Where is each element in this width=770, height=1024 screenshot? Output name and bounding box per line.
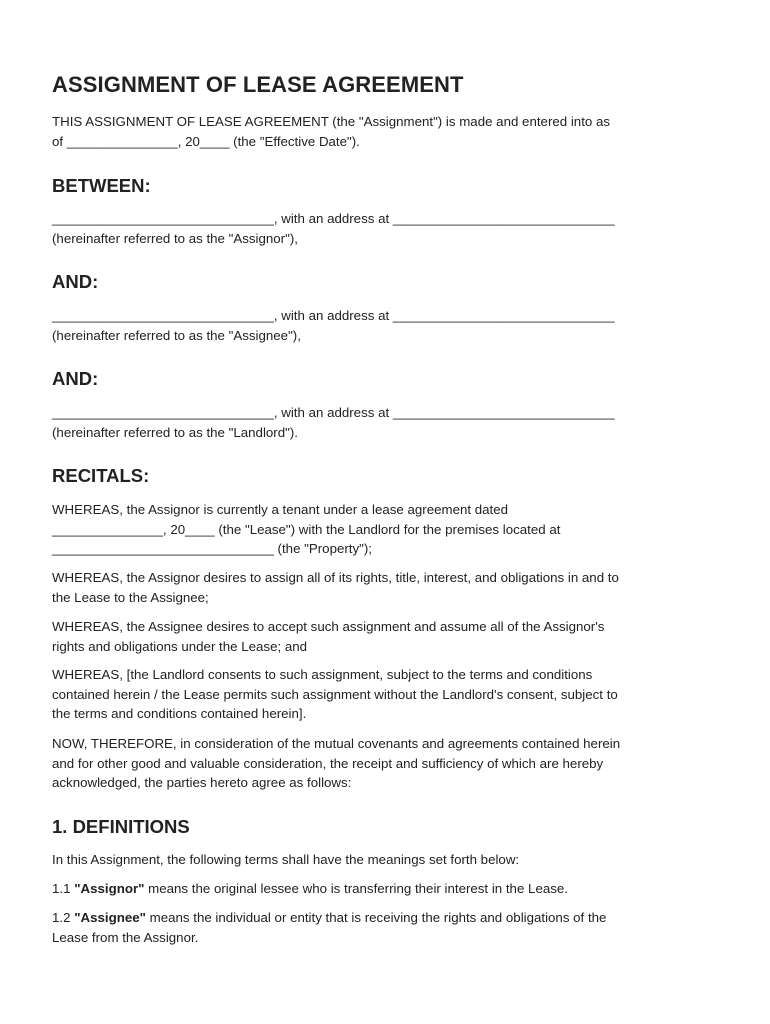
definitions-heading: 1. DEFINITIONS xyxy=(52,816,190,837)
recital-3-line-1: WHEREAS, the Assignee desires to accept such assignment and assume all of the Assignor's xyxy=(52,619,605,634)
intro-line-1: THIS ASSIGNMENT OF LEASE AGREEMENT (the "Assignment") is made and entered into as xyxy=(52,114,611,129)
definition-1-2-text-line-2: Lease from the Assignor. xyxy=(52,929,199,945)
definitions-intro-line: In this Assignment, the following terms shall have the meanings set forth below: xyxy=(52,852,520,867)
assignor-paragraph xyxy=(52,209,722,248)
recital-3-paragraph xyxy=(52,617,722,656)
recital-4-line-1: WHEREAS, [the Landlord consents to such assignment, subject to the terms and conditions xyxy=(52,667,593,682)
assignor-line-1: ______________________________, with an address at ______________________________ xyxy=(52,211,615,226)
definitions-intro xyxy=(52,850,722,870)
now-therefore-line-3: acknowledged, the parties hereto agree as follows: xyxy=(52,775,352,790)
landlord-line-1: ______________________________, with an address at ______________________________ xyxy=(52,405,615,420)
recital-4-line-2: contained herein / the Lease permits such assignment without the Landlord's consent, subject to xyxy=(52,686,618,702)
document-title: ASSIGNMENT OF LEASE AGREEMENT xyxy=(52,72,464,97)
recital-1-line-2: _______________, 20____ (the "Lease") with the Landlord for the premises located at xyxy=(52,521,561,537)
recital-4-paragraph xyxy=(52,665,722,724)
assignee-line-2: (hereinafter referred to as the "Assignee"), xyxy=(52,327,301,343)
recital-1-line-3: ______________________________ (the "Property"); xyxy=(52,541,372,556)
intro-line-2: of _______________, 20____ (the "Effective Date"). xyxy=(52,133,360,149)
definition-1-1-number: 1.1 xyxy=(52,881,71,896)
intro-paragraph xyxy=(52,112,722,151)
now-therefore-line-1: NOW, THEREFORE, in consideration of the mutual covenants and agreements contained herein xyxy=(52,736,621,751)
between-heading: BETWEEN: xyxy=(52,175,151,196)
definition-1-2 xyxy=(52,908,722,947)
definition-1-2-number: 1.2 xyxy=(52,910,71,925)
definition-1-2-term: "Assignee" xyxy=(74,910,146,925)
definition-1-1-text: means the original lessee who is transferring their interest in the Lease. xyxy=(148,881,568,896)
recital-2-paragraph xyxy=(52,568,722,607)
landlord-paragraph xyxy=(52,403,722,442)
assignee-paragraph xyxy=(52,306,722,345)
recitals-heading: RECITALS: xyxy=(52,465,150,486)
landlord-line-2: (hereinafter referred to as the "Landlord"). xyxy=(52,424,298,440)
recital-2-line-1: WHEREAS, the Assignor desires to assign all of its rights, title, interest, and obligations in and to xyxy=(52,570,619,585)
definition-1-1 xyxy=(52,879,722,899)
definition-1-2-text-line-1: means the individual or entity that is receiving the rights and obligations of the xyxy=(149,910,607,925)
recital-4-line-3: the terms and conditions contained herein]. xyxy=(52,706,307,721)
definition-1-2-line-1 xyxy=(52,908,722,928)
recital-2-line-2: the Lease to the Assignee; xyxy=(52,589,209,605)
recital-1-paragraph xyxy=(52,500,722,559)
recital-3-line-2: rights and obligations under the Lease; and xyxy=(52,638,308,654)
now-therefore-paragraph xyxy=(52,734,722,793)
recital-1-line-1: WHEREAS, the Assignor is currently a tenant under a lease agreement dated xyxy=(52,502,509,517)
assignor-line-2: (hereinafter referred to as the "Assignor"), xyxy=(52,230,298,246)
now-therefore-line-2: and for other good and valuable consideration, the receipt and sufficiency of which are hereby xyxy=(52,755,604,771)
and-heading-landlord: AND: xyxy=(52,368,99,389)
and-heading-assignee: AND: xyxy=(52,271,99,292)
assignee-line-1: ______________________________, with an address at ______________________________ xyxy=(52,308,615,323)
definition-1-1-term: "Assignor" xyxy=(74,881,145,896)
definition-1-1-line xyxy=(52,879,722,899)
